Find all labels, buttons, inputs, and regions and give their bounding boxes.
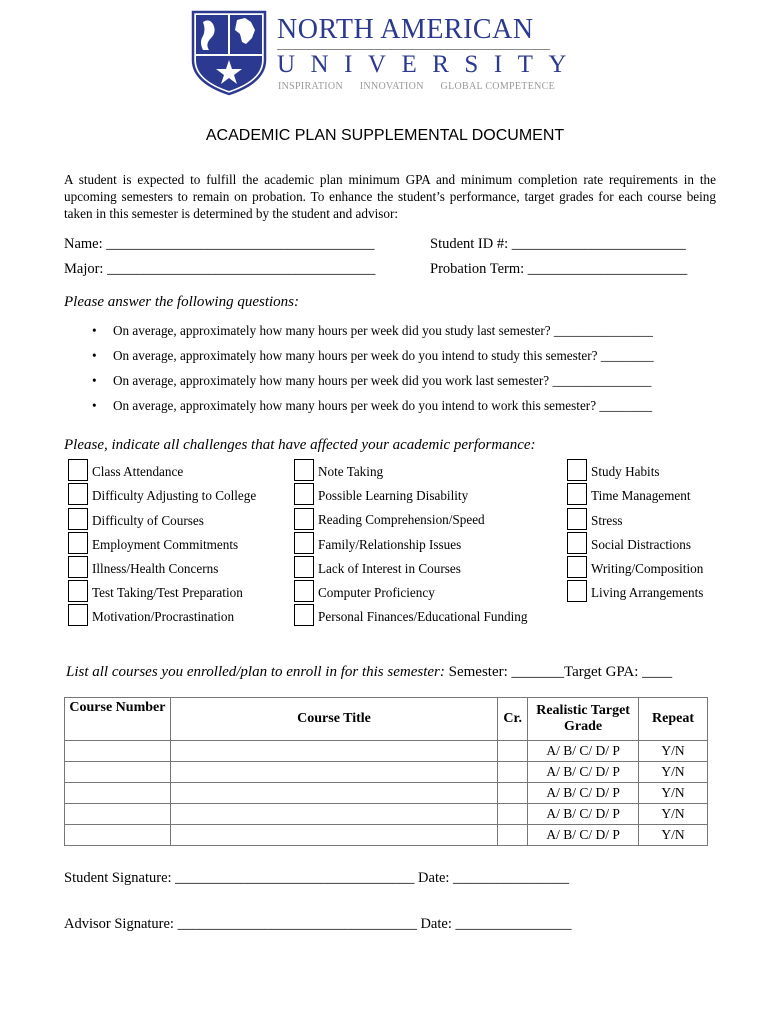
major-field[interactable]: Major: _____________________________________ [64, 261, 376, 277]
column-header: Cr. [498, 698, 528, 741]
bullet-icon: • [92, 323, 97, 338]
document-title: ACADEMIC PLAN SUPPLEMENTAL DOCUMENT [205, 127, 565, 144]
checkbox[interactable] [68, 580, 88, 602]
table-row [65, 825, 708, 846]
challenge-label: Social Distractions [591, 537, 691, 552]
challenge-label: Writing/Composition [591, 561, 704, 576]
challenges-heading: Please, indicate all challenges that have affected your academic performance: [64, 437, 536, 453]
courses-heading [66, 664, 672, 681]
course-title-cell[interactable] [170, 825, 497, 846]
checkbox[interactable] [567, 532, 587, 554]
tagline-item: INSPIRATION [278, 81, 343, 92]
challenge-label: Reading Comprehension/Speed [318, 512, 485, 527]
challenge-label: Time Management [591, 488, 691, 503]
header-divider [277, 49, 550, 50]
challenge-label: Personal Finances/Educational Funding [318, 609, 528, 624]
course-title-cell[interactable] [170, 741, 497, 762]
course-number-cell[interactable] [65, 741, 171, 762]
bullet-icon: • [92, 398, 97, 413]
course-title-cell[interactable] [170, 762, 497, 783]
credit-cell[interactable] [498, 741, 528, 762]
checkbox[interactable] [294, 580, 314, 602]
repeat-cell[interactable]: Y/N [639, 762, 708, 783]
checkbox[interactable] [567, 556, 587, 578]
intro-paragraph: A student is expected to fulfill the academic plan minimum GPA and minimum completion rate requirements in the upcoming semesters to remain on probation. To enhance the student’s performance, target grades for each course being taken in this semester is determined by the student and advisor: [64, 172, 716, 221]
tagline-item: INNOVATION [359, 81, 424, 92]
semester-target-gpa-field[interactable]: Semester: _______Target GPA: ____ [444, 664, 673, 680]
challenge-label: Stress [591, 513, 623, 528]
table-row [65, 741, 708, 762]
checkbox[interactable] [294, 532, 314, 554]
checkbox[interactable] [68, 459, 88, 481]
challenge-label: Possible Learning Disability [318, 488, 469, 503]
advisor-signature-field[interactable]: Advisor Signature: _________________________________ Date: ________________ [64, 916, 572, 932]
repeat-cell[interactable]: Y/N [639, 804, 708, 825]
university-name-line1: NORTH AMERICAN [277, 14, 534, 45]
course-number-cell[interactable] [65, 762, 171, 783]
checkbox[interactable] [567, 580, 587, 602]
challenge-label: Lack of Interest in Courses [318, 561, 461, 576]
checkbox[interactable] [68, 508, 88, 530]
credit-cell[interactable] [498, 783, 528, 804]
name-field[interactable]: Name: _____________________________________ [64, 236, 375, 252]
challenge-label: Class Attendance [92, 464, 184, 479]
checkbox[interactable] [294, 483, 314, 505]
course-number-cell[interactable] [65, 804, 171, 825]
question-item[interactable] [92, 323, 653, 339]
checkbox[interactable] [68, 532, 88, 554]
challenge-label: Illness/Health Concerns [92, 561, 219, 576]
column-header: Course Title [170, 698, 497, 741]
university-name-line2: UNIVERSITY [277, 51, 582, 78]
question-text: On average, approximately how many hours per week did you work last semester? _______________ [113, 373, 652, 388]
checkbox[interactable] [294, 459, 314, 481]
table-header-row [65, 698, 708, 741]
tagline-item: GLOBAL COMPETENCE [440, 81, 555, 92]
challenge-label: Difficulty Adjusting to College [92, 488, 257, 503]
challenge-label: Note Taking [318, 464, 384, 479]
checkbox[interactable] [294, 604, 314, 626]
university-shield-logo [191, 10, 267, 96]
question-text: On average, approximately how many hours per week did you study last semester? _______________ [113, 323, 653, 338]
challenge-label: Study Habits [591, 464, 660, 479]
table-row [65, 783, 708, 804]
bullet-icon: • [92, 373, 97, 388]
target-grade-cell[interactable]: A/ B/ C/ D/ P [528, 741, 639, 762]
question-text: On average, approximately how many hours per week do you intend to study this semester? ________ [113, 348, 654, 363]
question-item[interactable] [92, 398, 652, 414]
target-grade-cell[interactable]: A/ B/ C/ D/ P [528, 783, 639, 804]
course-title-cell[interactable] [170, 783, 497, 804]
challenge-label: Motivation/Procrastination [92, 609, 235, 624]
bullet-icon: • [92, 348, 97, 363]
courses-heading-text: List all courses you enrolled/plan to enroll in for this semester: [66, 664, 445, 680]
challenge-label: Employment Commitments [92, 537, 239, 552]
student-id-field[interactable]: Student ID #: ________________________ [430, 236, 686, 252]
credit-cell[interactable] [498, 804, 528, 825]
table-row [65, 804, 708, 825]
checkbox[interactable] [68, 556, 88, 578]
column-header: Realistic Target Grade [528, 698, 639, 741]
checkbox[interactable] [294, 508, 314, 530]
repeat-cell[interactable]: Y/N [639, 783, 708, 804]
credit-cell[interactable] [498, 762, 528, 783]
probation-term-field[interactable]: Probation Term: ______________________ [430, 261, 688, 277]
course-number-cell[interactable] [65, 825, 171, 846]
question-item[interactable] [92, 373, 651, 389]
checkbox[interactable] [567, 459, 587, 481]
challenge-label: Computer Proficiency [318, 585, 435, 600]
university-tagline [278, 81, 569, 92]
checkbox[interactable] [567, 483, 587, 505]
challenge-label: Test Taking/Test Preparation [92, 585, 243, 600]
course-number-cell[interactable] [65, 783, 171, 804]
course-title-cell[interactable] [170, 804, 497, 825]
checkbox[interactable] [68, 483, 88, 505]
checkbox[interactable] [294, 556, 314, 578]
repeat-cell[interactable]: Y/N [639, 741, 708, 762]
question-text: On average, approximately how many hours per week do you intend to work this semester? ________ [113, 398, 653, 413]
target-grade-cell[interactable]: A/ B/ C/ D/ P [528, 825, 639, 846]
question-item[interactable] [92, 348, 654, 364]
table-row [65, 762, 708, 783]
target-grade-cell[interactable]: A/ B/ C/ D/ P [528, 804, 639, 825]
challenge-label: Family/Relationship Issues [318, 537, 462, 552]
challenge-label: Living Arrangements [591, 585, 704, 600]
questions-heading: Please answer the following questions: [64, 294, 299, 310]
checkbox[interactable] [68, 604, 88, 626]
student-signature-field[interactable]: Student Signature: _________________________________ Date: ________________ [64, 870, 570, 886]
column-header: Course Number [65, 698, 171, 741]
repeat-cell[interactable]: Y/N [639, 825, 708, 846]
target-grade-cell[interactable]: A/ B/ C/ D/ P [528, 762, 639, 783]
checkbox[interactable] [567, 508, 587, 530]
challenge-label: Difficulty of Courses [92, 513, 204, 528]
column-header: Repeat [639, 698, 708, 741]
courses-table [64, 697, 708, 846]
credit-cell[interactable] [498, 825, 528, 846]
